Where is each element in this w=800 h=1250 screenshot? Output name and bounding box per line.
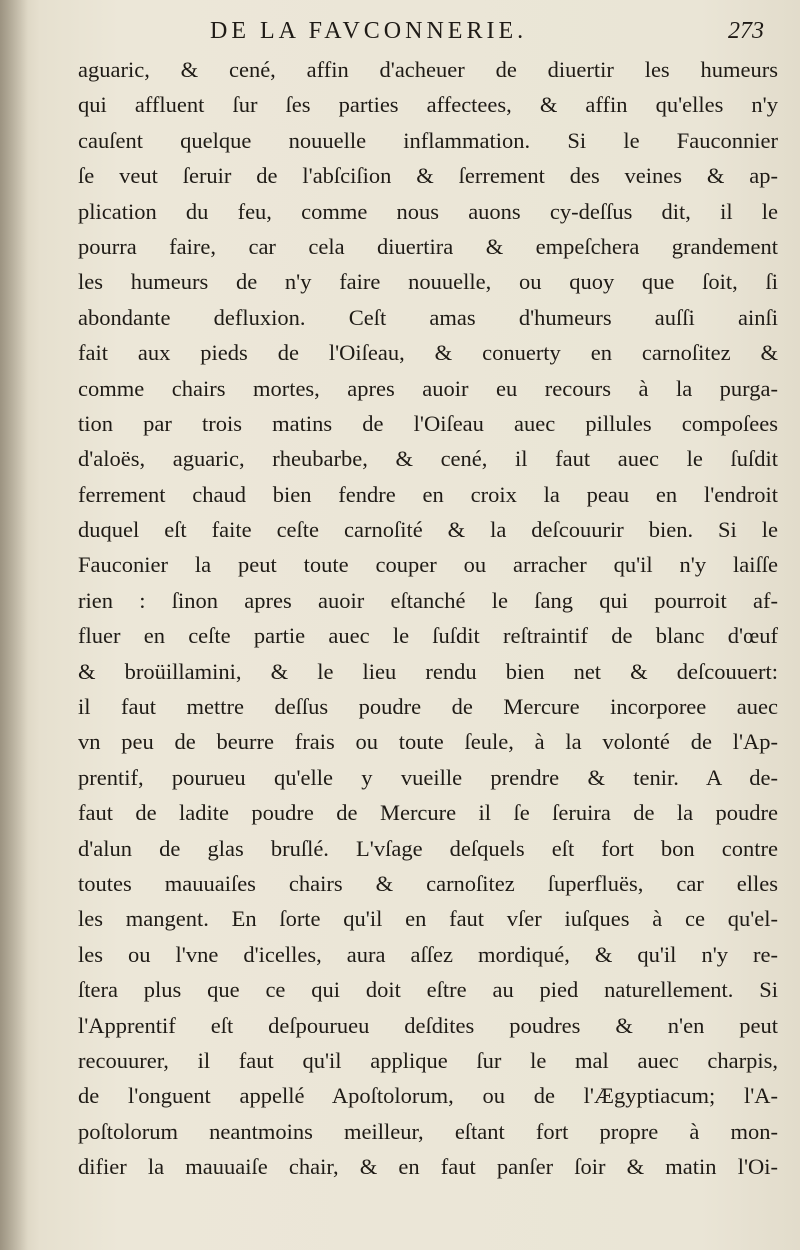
- text-line: fluer en ceſte partie auec le ſuſdit reſtraintif de blanc d'œuf: [78, 623, 778, 649]
- text-line: poſtolorum neantmoins meilleur, eſtant fort propre à mon-: [78, 1118, 778, 1144]
- text-line: l'Apprentif eſt deſpourueu deſdites poudres & n'en peut: [78, 1012, 778, 1038]
- text-line: ſtera plus que ce qui doit eſtre au pied naturellement. Si: [78, 977, 778, 1003]
- text-line: vn peu de beurre frais ou toute ſeule, à la volonté de l'Ap-: [78, 729, 778, 755]
- body-text: [78, 52, 778, 1185]
- text-line: les mangent. En ſorte qu'il en faut vſer iuſques à ce qu'el-: [78, 906, 778, 932]
- text-line: toutes mauuaiſes chairs & carnoſitez ſuperfluës, car elles: [78, 870, 778, 896]
- text-line: rien : ſinon apres auoir eſtanché le ſang qui pourroit af-: [78, 587, 778, 613]
- text-line: ferrement chaud bien fendre en croix la peau en l'endroit: [78, 481, 778, 507]
- text-line: duquel eſt faite ceſte carnoſité & la deſcouurir bien. Si le: [78, 517, 778, 543]
- text-line: plication du feu, comme nous auons cy-deſſus dit, il le: [78, 198, 778, 224]
- text-line: qui affluent ſur ſes parties affectees, & affin qu'elles n'y: [78, 92, 778, 118]
- text-line: tion par trois matins de l'Oiſeau auec pillules compoſees: [78, 410, 778, 436]
- running-title: DE LA FAVCONNERIE.: [210, 18, 528, 44]
- text-line: d'alun de glas bruſlé. L'vſage deſquels eſt fort bon contre: [78, 835, 778, 861]
- text-line: prentif, pourueu qu'elle y vueille prendre & tenir. A de-: [78, 764, 778, 790]
- text-line: de l'onguent appellé Apoſtolorum, ou de l'Ægyptiacum; l'A-: [78, 1083, 778, 1109]
- text-line: Fauconier la peut toute couper ou arracher qu'il n'y laiſſe: [78, 552, 778, 578]
- text-line: fait aux pieds de l'Oiſeau, & conuerty en carnoſitez &: [78, 340, 778, 366]
- text-line: il faut mettre deſſus poudre de Mercure incorporee auec: [78, 694, 778, 720]
- text-line: abondante defluxion. Ceſt amas d'humeurs auſſi ainſi: [78, 304, 778, 330]
- text-line: ſe veut ſeruir de l'abſciſion & ſerrement des veines & ap-: [78, 163, 778, 189]
- text-line: cauſent quelque nouuelle inflammation. Si le Fauconnier: [78, 127, 778, 153]
- text-line: d'aloës, aguaric, rheubarbe, & cené, il faut auec le ſuſdit: [78, 446, 778, 472]
- page-header: [80, 18, 770, 54]
- text-line: recouurer, il faut qu'il applique ſur le mal auec charpis,: [78, 1047, 778, 1073]
- text-line: aguaric, & cené, affin d'acheuer de diuertir les humeurs: [78, 57, 778, 82]
- text-line: difier la mauuaiſe chair, & en faut panſer ſoir & matin l'Oi-: [78, 1154, 778, 1180]
- text-line: & broüillamini, & le lieu rendu bien net & deſcouuert:: [78, 658, 778, 684]
- text-line: comme chairs mortes, apres auoir eu recours à la purga-: [78, 375, 778, 401]
- text-line: pourra faire, car cela diuertira & empeſchera grandement: [78, 233, 778, 259]
- text-line: faut de ladite poudre de Mercure il ſe ſeruira de la poudre: [78, 800, 778, 826]
- text-line: les ou l'vne d'icelles, aura aſſez mordiqué, & qu'il n'y re-: [78, 941, 778, 967]
- gutter-shadow: [0, 0, 28, 1250]
- text-line: les humeurs de n'y faire nouuelle, ou quoy que ſoit, ſi: [78, 269, 778, 295]
- page-number: 273: [728, 18, 764, 44]
